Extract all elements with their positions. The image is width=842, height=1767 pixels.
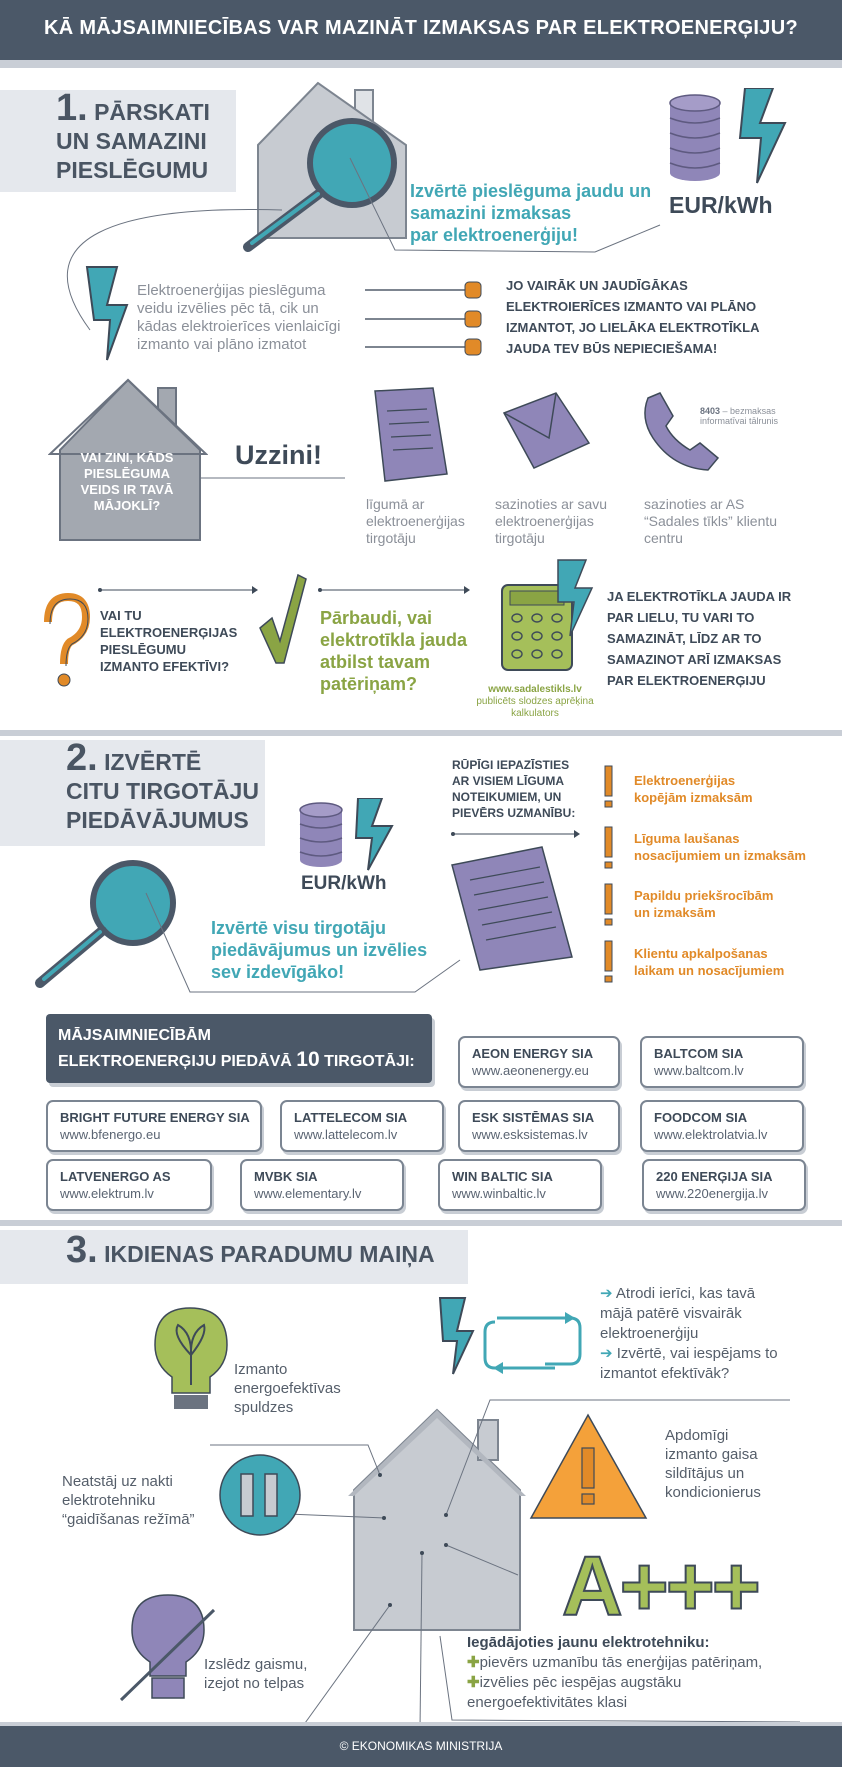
vendor-card[interactable]: LATTELECOM SIA www.lattelecom.lv — [280, 1100, 444, 1152]
page-footer — [0, 1726, 842, 1767]
section1-title: 1. PĀRSKATI UN SAMAZINI PIESLĒGUMU — [56, 87, 210, 183]
exclamation-icons — [600, 764, 618, 984]
efficient-question: VAI TU ELEKTROENERĢIJAS PIESLĒGUMU IZMANTO EFEKTĪVI? — [100, 608, 238, 674]
heaters-text: Apdomīgi izmanto gaisa sildītājus un kondicionierus — [665, 1427, 761, 1501]
section2-number: 2. — [66, 737, 98, 779]
point-3: Papildu priekšrocībām un izmaksām — [634, 888, 774, 920]
house-question-text: VAI ZINI, KĀDS PIESLĒGUMA VEIDS IR TAVĀ MĀJOKLĪ? — [80, 450, 174, 513]
vendor-card[interactable]: 220 ENERĢIJA SIA www.220energija.lv — [642, 1159, 806, 1211]
buying-tips: Iegādājoties jaunu elektrotehniku: ✚pievērs uzmanību tās enerģijas patēriņam, ✚izvēlies pēc iespējas augstāku energoefektivitātes klasi — [467, 1634, 763, 1711]
vendor-card[interactable]: BALTCOM SIA www.baltcom.lv — [640, 1036, 804, 1088]
lights-off-text: Izslēdz gaismu, izejot no telpas — [204, 1656, 308, 1692]
vendor-card[interactable]: FOODCOM SIA www.elektrolatvia.lv — [640, 1100, 804, 1152]
vendor-card[interactable]: MVBK SIA www.elementary.lv — [240, 1159, 404, 1211]
section1-caps-text: JO VAIRĀK UN JAUDĪGĀKAS ELEKTROIERĪCES IZMANTO VAI PLĀNO IZMANTOT, JO LIELĀKA ELEKTROTĪKLA JAUDA TEV BŪS NEPIECIEŠAMA! — [506, 278, 760, 356]
contact-ast-caption: sazinoties ar AS “Sadales tīkls” klientu centru — [644, 496, 778, 546]
section1-eur-kwh: EUR/kWh — [669, 192, 773, 218]
bulbs-text: Izmanto energoefektīvas spuldzes — [234, 1361, 341, 1416]
section2-title: 2. IZVĒRTĒ CITU TIRGOTĀJU PIEDĀVĀJUMUS — [66, 737, 259, 833]
section2-eur-kwh: EUR/kWh — [301, 873, 387, 894]
find-device-list: ➔ Atrodi ierīci, kas tavā mājā patērē visvairāk elektroenerģiju ➔ Izvērtē, vai iespējams to izmantot efektīvāk? — [600, 1285, 778, 1382]
section1-evaluate-text: Izvērtē pieslēguma jaudu un samazini izmaksas par elektroenerģiju! — [410, 181, 652, 245]
phone-number: 8403 — [700, 406, 721, 416]
section2-evaluate-text: Izvērtē visu tirgotāju piedāvājumus un izvēlies sev izdevīgāko! — [211, 918, 428, 982]
vendor-card[interactable]: LATVENERGO AS www.elektrum.lv — [46, 1159, 212, 1211]
section3-title: 3. IKDIENAS PARADUMU MAIŅA — [66, 1229, 435, 1271]
standby-pause-icon — [215, 1450, 305, 1540]
section3-band — [0, 1220, 842, 1226]
section1-choose-text: Elektroenerģijas pieslēguma veidu izvēlies pēc tā, cik un kādas elektroierīces vienlaicīgi izmanto vai plāno izmatot — [137, 282, 341, 353]
energy-class-label: A+++ — [562, 1539, 758, 1633]
find-out-label: Uzzini! — [235, 440, 322, 470]
page-title: KĀ MĀJSAIMNIECĪBAS VAR MAZINĀT IZMAKSAS PAR ELEKTROENERĢIJU? — [44, 17, 798, 39]
vendor-card[interactable]: AEON ENERGY SIA www.aeonenergy.eu — [458, 1036, 620, 1088]
footer-credit: © EKONOMIKAS MINISTRIJA — [339, 1739, 503, 1753]
section1-number: 1. — [56, 87, 88, 129]
point-4: Klientu apkalpošanas laikam un nosacījumiem — [634, 946, 785, 978]
reduce-text: JA ELEKTROTĪKLA JAUDA IR PAR LIELU, TU VARI TO SAMAZINĀT, LĪDZ AR TO SAMAZINOT ARĪ IZMAKSAS PAR ELEKTROENERĢIJU — [607, 589, 792, 688]
point-2: Līguma laušanas nosacījumiem un izmaksām — [634, 831, 806, 863]
standby-text: Neatstāj uz nakti elektrotehniku “gaidīšanas režīmā” — [62, 1473, 195, 1528]
warning-icon — [526, 1410, 651, 1525]
site-info: www.sadalestikls.lv publicēts slodzes aprēķina kalkulators — [470, 684, 600, 720]
read-terms-text: RŪPĪGI IEPAZĪSTIES AR VISIEM LĪGUMA NOTEIKUMIEM, UN PIEVĒRS UZMANĪBU: — [452, 758, 576, 820]
site-link[interactable]: www.sadalestikls.lv — [488, 684, 582, 695]
phone-info: 8403 – bezmaksas informatīvai tālrunis — [700, 406, 779, 426]
vendor-card[interactable]: ESK SISTĒMAS SIA www.esksistemas.lv — [458, 1100, 620, 1152]
contact-trader-caption: sazinoties ar savu elektroenerģijas tirgotāju — [495, 496, 608, 546]
section3-number: 3. — [66, 1229, 98, 1271]
vendor-card[interactable]: BRIGHT FUTURE ENERGY SIA www.bfenergo.eu — [46, 1100, 262, 1152]
contract-caption: līgumā ar elektroenerģijas tirgotāju — [366, 496, 465, 546]
traders-count: 10 — [296, 1048, 320, 1071]
point-1: Elektroenerģijas kopējām izmaksām — [634, 773, 753, 805]
check-question: Pārbaudi, vai elektrotīkla jauda atbilst tavam patēriņam? — [320, 608, 468, 694]
vendor-card[interactable]: WIN BALTIC SIA www.winbaltic.lv — [438, 1159, 602, 1211]
terms-document-icon — [450, 845, 580, 975]
traders-banner: MĀJSAIMNIECĪBĀM ELEKTROENERĢIJU PIEDĀVĀ 10 TIRGOTĀJI: — [46, 1014, 432, 1083]
